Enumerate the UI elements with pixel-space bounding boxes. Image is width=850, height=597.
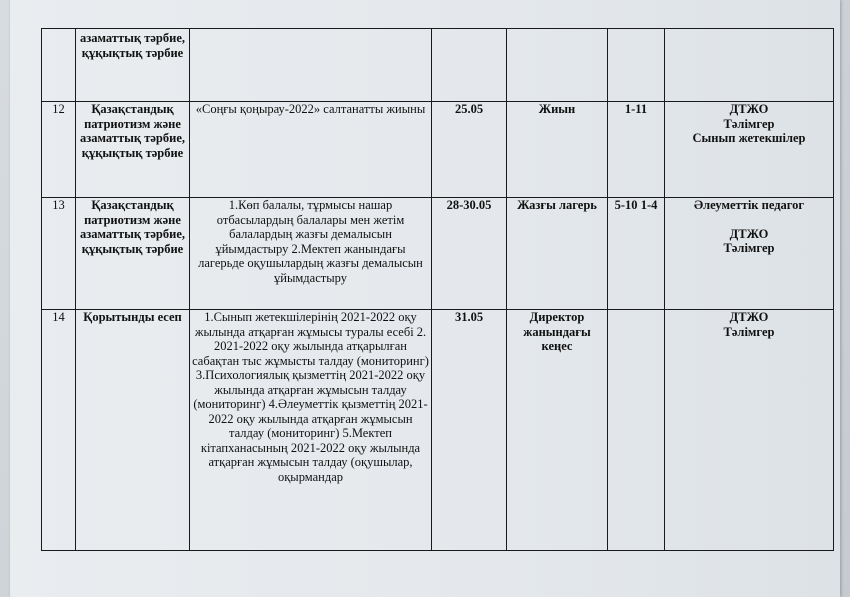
- event-cell: [190, 29, 432, 102]
- responsible-cell: [665, 310, 834, 551]
- table-row: [42, 102, 834, 198]
- row-number: [42, 29, 76, 102]
- responsible-line: Тәлімгер: [723, 116, 775, 131]
- responsible-line: Тәлімгер: [723, 241, 775, 255]
- grade-line: 1-4: [640, 198, 658, 212]
- date-cell: 25.05: [432, 102, 507, 198]
- event-cell: «Соңғы қоңырау-2022» салтанатты жиыны: [190, 102, 432, 198]
- row-number: 14: [42, 310, 76, 551]
- row-number: 12: [42, 102, 76, 198]
- plan-table: [41, 28, 834, 551]
- form-cell: Жазғы лагерь: [507, 198, 608, 310]
- table-row: [42, 310, 834, 551]
- responsible-line: Тәлімгер: [723, 324, 775, 339]
- responsible-cell: [665, 29, 834, 102]
- form-cell: Директор жанындағы кеңес: [507, 310, 608, 551]
- date-cell: 31.05: [432, 310, 507, 551]
- grade-cell: [608, 29, 665, 102]
- event-cell: 1.Көп балалы, тұрмысы нашар отбасылардың балалары мен жетім балалардың жазғы демалысын ұйымдастыру 2.Мектеп жанындағы лагерьде оқушылардың жазғы демалысын ұйымдастыру: [190, 198, 432, 310]
- form-cell: Жиын: [507, 102, 608, 198]
- responsible-line: ДТЖО: [729, 226, 769, 241]
- responsible-line: ДТЖО: [729, 310, 769, 324]
- table-row: [42, 29, 834, 102]
- responsible-cell: [665, 102, 834, 198]
- direction-cell: азаматтық тәрбие, құқықтық тәрбие: [76, 29, 190, 102]
- direction-cell: Қазақстандық патриотизм және азаматтық тәрбие, құқықтық тәрбие: [76, 102, 190, 198]
- grade-line: 5-10: [614, 198, 638, 212]
- responsible-cell: [665, 198, 834, 310]
- paper-sheet: [10, 0, 840, 597]
- date-cell: 28-30.05: [432, 198, 507, 310]
- grade-cell: [608, 310, 665, 551]
- row-number: 13: [42, 198, 76, 310]
- direction-cell: Қорытынды есеп: [76, 310, 190, 551]
- date-cell: [432, 29, 507, 102]
- form-cell: [507, 29, 608, 102]
- grade-cell: [608, 198, 665, 310]
- grade-cell: 1-11: [608, 102, 665, 198]
- responsible-line: Әлеуметтік педагог: [693, 198, 805, 212]
- table-row: [42, 198, 834, 310]
- direction-cell: Қазақстандық патриотизм және азаматтық тәрбие, құқықтық тәрбие: [76, 198, 190, 310]
- responsible-line: ДТЖО: [729, 102, 769, 116]
- event-cell: 1.Сынып жетекшілерінің 2021-2022 оқу жылында атқарған жұмысы туралы есебі 2. 2021-2022 оқу жылында атқарылған сабақтан тыс жұмысты талдау (мониторинг) 3.Психологиялық қызметтің 2021-2022 оқу жылында атқарған жұмысын талдау (мониторинг) 4.Әлеуметтік қызметтің 2021-2022 оқу жылында атқарған жұмысын талдау (мониторинг) 5.Мектеп кітапханасының 2021-2022 оқу жылында атқарған жұмысын талдау (оқушылар, оқырмандар: [190, 310, 432, 551]
- responsible-line: Сынып жетекшілер: [692, 131, 806, 145]
